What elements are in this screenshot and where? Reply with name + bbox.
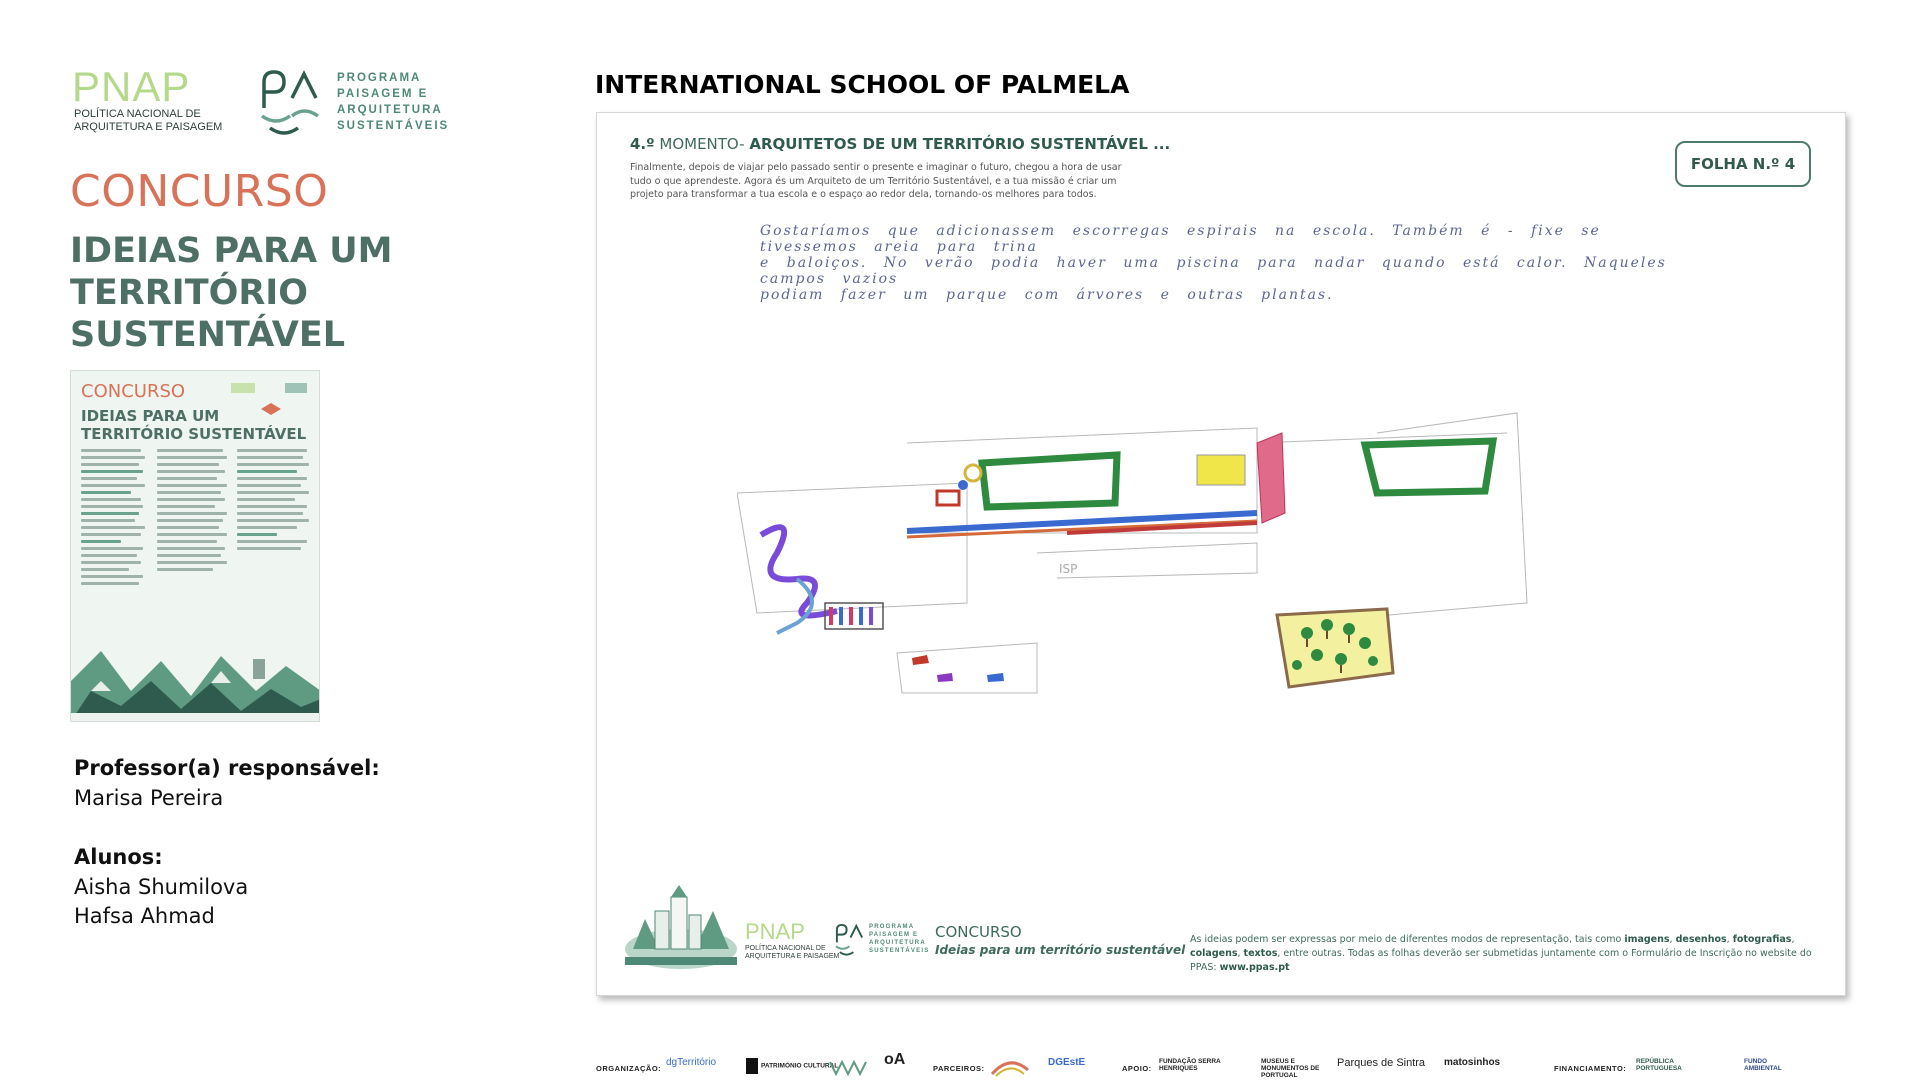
footer-ppas-line: ARQUITETURA	[869, 940, 926, 946]
teacher-label: Professor(a) responsável:	[74, 756, 380, 780]
footer-ppas-logo-icon	[833, 923, 867, 957]
organizacao-label: ORGANIZAÇÃO:	[596, 1064, 662, 1073]
footer-ppas-logo-text	[869, 923, 929, 955]
poster-text-column	[157, 449, 229, 639]
note-keyword: colagens	[1190, 948, 1238, 959]
museus-monumentos-logo: MUSEUS E MONUMENTOS DE PORTUGAL	[1261, 1058, 1320, 1079]
footer-ppas-line: PAISAGEM E	[869, 932, 919, 938]
poster-title-line: TERRITÓRIO SUSTENTÁVEL	[81, 425, 307, 443]
footer-pnap-subtitle	[745, 945, 839, 961]
dgterritorio-logo: dgTerritório	[666, 1057, 717, 1068]
poster-title-line: IDEIAS PARA UM	[81, 407, 220, 425]
city-illustration-icon	[625, 871, 737, 971]
note-keyword: textos	[1243, 948, 1278, 959]
footer-pnap-subtitle-line: ARQUITETURA E PAISAGEM	[745, 953, 840, 960]
header-logos	[72, 64, 452, 144]
teacher-name: Marisa Pereira	[74, 786, 224, 810]
moment-number: 4.º	[630, 135, 655, 153]
pnap-subtitle-line: ARQUITETURA E PAISAGEM	[74, 121, 223, 133]
handwritten-line: e baloiços. No verão podia haver uma piscina para nadar quando está calor. Naqueles campos vazios	[760, 255, 1667, 287]
footer-pnap-logo: PNAP	[745, 919, 805, 944]
financiamento-label: FINANCIAMENTO:	[1554, 1064, 1627, 1073]
parceiros-label: PARCEIROS:	[933, 1064, 985, 1073]
pnap-subtitle	[74, 108, 222, 134]
handwritten-line: Gostaríamos que adicionassem escorregas espirais na escola. Também é - fixe se tivessemos areia para trina	[760, 223, 1601, 255]
moment-intro: Finalmente, depois de viajar pelo passado sentir o presente e imaginar o futuro, chegou a hora de usar tudo o que aprendeste. Agora és um Arquiteto de um Território Sustentável, e a tua missão é criar um projeto para transformar a tua escola e o espaço ao redor dela, tornando-os melhores para todos.	[630, 162, 1122, 200]
handwritten-text	[760, 223, 1680, 303]
contest-title	[70, 230, 430, 356]
moment-title: ARQUITETOS DE UM TERRITÓRIO SUSTENTÁVEL ...	[749, 135, 1171, 153]
footer-ppas-line: SUSTENTÁVEIS	[869, 948, 930, 954]
fundacao-serra-henriques-logo: FUNDAÇÃO SERRA HENRIQUES	[1159, 1058, 1221, 1072]
poster-text-column	[237, 449, 311, 639]
ppas-website-link: www.ppas.pt	[1219, 962, 1290, 973]
contest-title-line: SUSTENTÁVEL	[70, 315, 346, 355]
contest-title-line: IDEIAS PARA UM	[70, 231, 393, 271]
sheet-number-badge: FOLHA N.º 4	[1675, 141, 1811, 187]
student-name: Hafsa Ahmad	[74, 904, 215, 928]
handwritten-line: podiam fazer um parque com árvores e outras plantas.	[760, 287, 1334, 303]
footer-ppas-line: PROGRAMA	[869, 924, 915, 930]
note-keyword: imagens	[1624, 934, 1670, 945]
poster-label: CONCURSO	[81, 381, 186, 402]
pnap-logo: PNAP	[72, 63, 191, 110]
patrimonio-cultural-text: PATRIMÓNIO CULTURAL	[761, 1062, 839, 1070]
footer-contest-label: CONCURSO	[935, 923, 1022, 941]
note-text: , entre outras. Todas as folhas deverão ser submetidas juntamente com o Formulário de Inscrição no website do PPAS:	[1190, 948, 1812, 973]
parques-de-sintra-logo: Parques de Sintra	[1337, 1057, 1426, 1069]
matosinhos-logo: matosinhos	[1444, 1057, 1501, 1068]
dgeste-logo: DGEstE	[1048, 1057, 1086, 1068]
school-name: INTERNATIONAL SCHOOL OF PALMELA	[595, 70, 1130, 99]
ppas-line: ARQUITETURA	[337, 104, 443, 116]
moment-prefix: MOMENTO-	[654, 135, 750, 153]
fundo-ambiental-logo: FUNDO AMBIENTAL	[1744, 1058, 1782, 1072]
poster-mountains-illustration	[71, 621, 320, 721]
worksheet	[596, 112, 1846, 996]
student-name: Aisha Shumilova	[74, 875, 249, 899]
worksheet-footer	[625, 871, 1825, 971]
patrimonio-cultural-icon	[746, 1058, 758, 1074]
moment-heading	[630, 135, 1170, 153]
footer-submission-note: As ideias podem ser expressas por meio de diferentes modos de representação, tais como imagens, desenhos, fotografias, colagens, textos, entre outras. Todas as folhas deverão ser submetidas juntamente com o Formulário de Inscrição no website do PPAS: www.ppas.pt	[1190, 934, 1812, 973]
apoio-label: APOIO:	[1122, 1064, 1152, 1073]
contest-title-line: TERRITÓRIO	[70, 273, 309, 313]
republica-portuguesa-logo: REPÚBLICA PORTUGUESA	[1636, 1058, 1682, 1072]
note-keyword: desenhos	[1675, 934, 1727, 945]
contest-label: CONCURSO	[70, 166, 329, 217]
ppas-logo-text	[337, 70, 449, 134]
students-label: Alunos:	[74, 845, 163, 869]
ordem-arquitetos-icon	[828, 1058, 868, 1076]
poster-text-column	[81, 449, 149, 639]
ppas-line: SUSTENTÁVEIS	[337, 120, 450, 132]
direcao-geral-educacao-icon	[988, 1056, 1032, 1078]
pnap-subtitle-line: POLÍTICA NACIONAL DE	[74, 108, 201, 120]
ppas-line: PAISAGEM E	[337, 88, 429, 100]
child-drawing-school-plan	[737, 403, 1657, 743]
footer-contest-tagline: Ideias para um território sustentável	[935, 943, 1186, 957]
ppas-line: PROGRAMA	[337, 72, 422, 84]
patrimonio-cultural-logo	[746, 1058, 838, 1074]
svg-text:ISP: ISP	[1059, 562, 1078, 576]
ppas-logo-icon	[256, 68, 326, 138]
oa-logo: oA	[884, 1051, 906, 1068]
note-text: As ideias podem ser expressas por meio de diferentes modos de representação, tais como	[1190, 934, 1625, 945]
poster-logos-icon	[231, 379, 311, 419]
contest-poster-thumbnail	[70, 370, 320, 722]
sponsor-logo-bar	[596, 1050, 1846, 1080]
footer-pnap-subtitle-line: POLÍTICA NACIONAL DE	[745, 945, 826, 952]
note-keyword: fotografias	[1732, 934, 1792, 945]
